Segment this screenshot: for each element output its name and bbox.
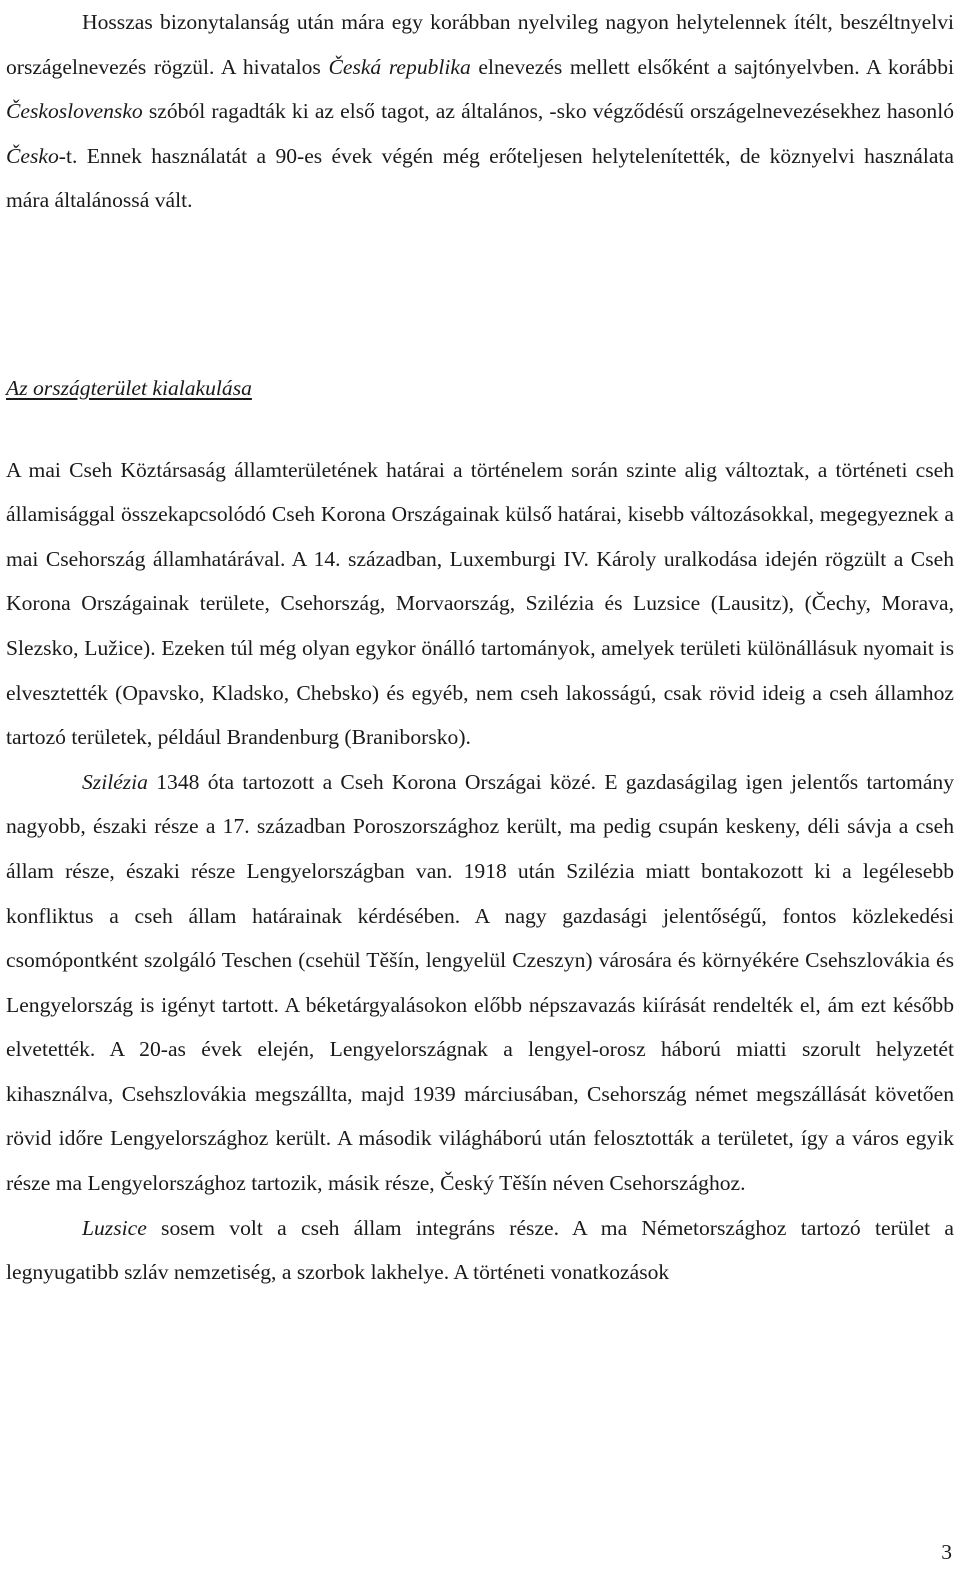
paragraph-silesia-text: 1348 óta tartozott a Cseh Korona Országai közé. E gazdaságilag igen jelentős tartomány nagyobb, északi része a 17. században Poroszországhoz került, ma pedig csupán keskeny, déli sávja a cseh állam része, északi része Lengyelországban van. 1918 után Szilézia miatt bontakozott ki a legélesebb konfliktus a cseh állam határainak kérdésében. A nagy gazdasági jelentőségű, fontos közlekedési csomópontként szolgáló Teschen (csehül Těšín, lengyelül Czeszyn) városára és környékére Csehszlovákia és Lengyelország is igényt tartott. A béketárgyalásokon előbb népszavazás kiírását rendelték el, ám ezt később elvetették. A 20-as évek elején, Lengyelországnak a lengyel-orosz háború miatti szorult helyzetét kihasználva, Csehszlovákia megszállta, majd 1939 márciusában, Csehország német megszállását követően rövid időre Lengyelországhoz került. A második világháború után felosztották a területet, így a város egyik része ma Lengyelországhoz tartozik, másik része, Český Těšín néven Csehországhoz.	[6, 769, 954, 1196]
paragraph-intro-text-4: -t. Ennek használatát a 90-es évek végén még erőteljesen helytelenítették, de köznyelvi használata mára általánossá vált.	[6, 143, 954, 213]
paragraph-intro-text-2: elnevezés mellett elsőként a sajtónyelvben. A korábbi	[470, 54, 954, 79]
term-cesko: Česko	[6, 143, 59, 168]
paragraph-intro-text-1: Hosszas bizonytalanság után mára egy korábban nyelvileg nagyon helytelennek ítélt, beszéltnyelvi országelnevezés rögzül. A hivatalos	[6, 10, 954, 79]
section-heading: Az országterület kialakulása	[6, 375, 252, 400]
paragraph-silesia	[6, 760, 954, 1206]
paragraph-borders: A mai Cseh Köztársaság államterületének határai a történelem során szinte alig változtak, a történeti cseh államisággal összekapcsolódó Cseh Korona Országainak külső határai, kisebb változásokkal, megegyeznek a mai Csehország államhatárával. A 14. században, Luxemburgi IV. Károly uralkodása idején rögzült a Cseh Korona Országainak területe, Csehország, Morvaország, Szilézia és Luzsice (Lausitz), (Čechy, Morava, Slezsko, Lužice). Ezeken túl még olyan egykor önálló tartományok, amelyek területi különállásuk nyomait is elvesztették (Opavsko, Kladsko, Chebsko) és egyéb, nem cseh lakosságú, csak rövid ideig a cseh államhoz tartozó területek, például Brandenburg (Braniborsko).	[6, 457, 954, 750]
paragraph-lusatia-text: sosem volt a cseh állam integráns része. A ma Németországhoz tartozó terület a legnyugatibb szláv nemzetiség, a szorbok lakhelye. A történeti vonatkozások	[6, 1215, 954, 1285]
term-szilezia: Szilézia	[82, 769, 148, 794]
page-number: 3	[941, 1540, 952, 1564]
paragraph-lusatia	[6, 1206, 954, 1295]
page-content	[6, 0, 954, 1295]
paragraph-intro-text-3: szóból ragadták ki az első tagot, az általános, -sko végződésű országelnevezésekhez hasonló	[142, 99, 954, 124]
term-ceskoslovensko: Československo	[6, 99, 143, 124]
term-luzsice: Luzsice	[82, 1215, 147, 1240]
paragraph-intro	[6, 0, 954, 223]
term-ceska-republika: Česká republika	[328, 54, 471, 79]
